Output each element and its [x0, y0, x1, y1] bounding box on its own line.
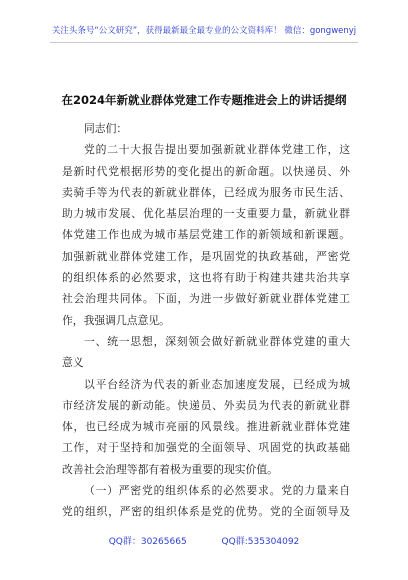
- paragraph-line: 市经济发展的新动能。快递员、外卖员为代表的新就业群: [62, 398, 350, 412]
- paragraph-line: 党的组织，严密的组织体系是党的优势。党的全面领导及: [62, 505, 350, 519]
- paragraph-line: 是新时代党根据形势的变化提出的新命题。以快递员、外: [62, 164, 350, 178]
- paragraph-line: 体党建工作也成为城市基层党建工作的新领域和新课题。: [62, 228, 350, 242]
- paragraph-line: 加强新就业群体党建工作，是巩固党的执政基础，严密党: [62, 249, 350, 263]
- paragraph-line: 社会治理共同体。下面，为进一步做好新就业群体党建工: [62, 292, 350, 306]
- subsection-line: （一）严密党的组织体系的必然要求。党的力量来自: [84, 484, 350, 498]
- header-banner: 关注头条号“公文研究”，获得最新最全最专业的公文资料库！ 微信：gongwenyj: [51, 26, 357, 36]
- paragraph-line: 体，也已经成为城市亮丽的风景线。推进新就业群体党建: [62, 420, 350, 434]
- paragraph-line: 卖骑手等为代表的新就业群体，已经成为服务市民生活、: [62, 185, 350, 199]
- paragraph-line: 以平台经济为代表的新业态加速度发展，已经成为城: [84, 377, 350, 391]
- salutation: 同志们：: [84, 122, 128, 135]
- paragraph-line: 党的二十大报告提出要加强新就业群体党建工作，这: [84, 143, 350, 157]
- footer: [0, 534, 408, 547]
- document-title: 在2024年新就业群体党建工作专题推进会上的讲话提纲: [61, 93, 347, 107]
- paragraph-line: 工作，对于坚持和加强党的全面领导、巩固党的执政基础: [62, 441, 350, 455]
- section-heading-line: 意义: [62, 356, 84, 370]
- paragraph-line: 作，我强调几点意见。: [62, 313, 170, 327]
- footer-qq-group-2: QQ群:535304092: [221, 537, 300, 547]
- footer-qq-group-1: QQ群：30265665: [108, 537, 187, 547]
- section-heading-line: 一、统一思想，深刻领会做好新就业群体党建的重大: [84, 334, 350, 348]
- header-divider: [50, 42, 358, 43]
- paragraph-line: 的组织体系的必然要求，这也将有助于构建共建共治共享: [62, 271, 350, 285]
- paragraph-line: 助力城市发展、优化基层治理的一支重要力量，新就业群: [62, 207, 350, 221]
- paragraph-line: 改善社会治理等都有着极为重要的现实价值。: [62, 462, 278, 476]
- document-body: [62, 118, 350, 523]
